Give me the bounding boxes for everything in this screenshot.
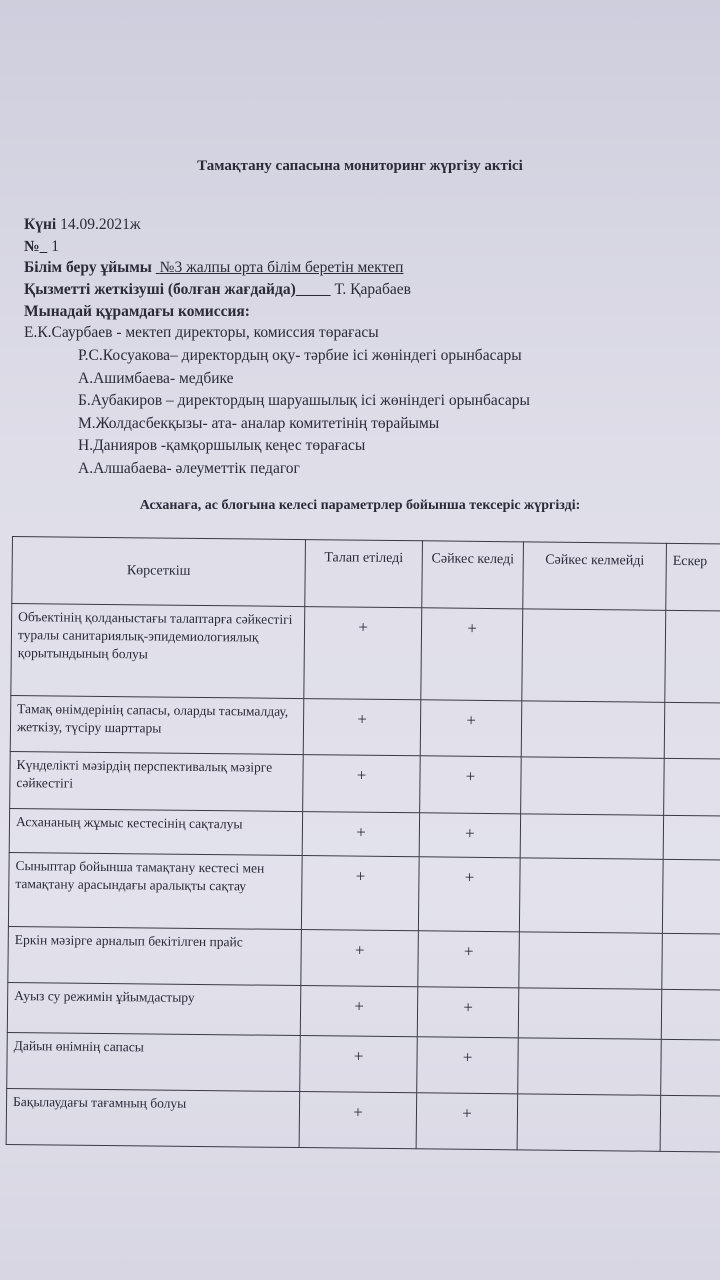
date-line	[24, 216, 141, 234]
document-title: Тамақтану сапасына мониторинг жүргізу актісі	[197, 158, 523, 174]
complies-mark: +	[417, 1037, 519, 1094]
header-indicator: Көрсеткіш	[12, 537, 306, 607]
header-not-complies: Сәйкес келмейді	[523, 542, 667, 610]
not-complies-cell	[521, 757, 665, 815]
required-mark: +	[301, 856, 419, 931]
row-label: Асхананың жұмыс кестесінің сақталуы	[9, 808, 302, 855]
required-mark: +	[302, 812, 419, 857]
monitoring-table	[6, 536, 720, 1153]
required-mark: +	[300, 986, 418, 1037]
note-cell	[662, 933, 720, 990]
not-complies-cell	[520, 814, 663, 859]
required-mark: +	[299, 1092, 417, 1149]
complies-mark: +	[416, 1093, 518, 1150]
table-row	[10, 695, 720, 759]
commission-member: М.Жолдасбекқызы- ата- аналар комитетінің төрайымы	[78, 415, 440, 432]
complies-mark: +	[420, 700, 522, 757]
date-label: Күні	[24, 216, 57, 233]
note-cell	[664, 758, 720, 816]
header-required: Талап етіледі	[305, 540, 423, 608]
header-note: Ескер	[666, 543, 720, 611]
row-label: Объектінің қолданыстағы талаптарға сәйкестігі туралы санитариялық-эпидемиологиялық қорытындының болуы	[11, 604, 305, 699]
commission-member: А.Ашимбаева- медбике	[78, 370, 234, 387]
not-complies-cell	[522, 609, 666, 702]
table-intro: Асханаға, ас блогына келесі параметрлер бойынша тексеріс жүргізді:	[139, 498, 581, 513]
not-complies-cell	[519, 932, 663, 989]
table-row	[10, 751, 720, 816]
commission-member: Р.С.Косуакова– директордың оқу- тәрбие ісі жөніндегі орынбасары	[78, 347, 522, 364]
number-value: 1	[51, 238, 59, 255]
note-cell	[660, 1095, 720, 1152]
org-line	[24, 259, 403, 277]
note-cell	[663, 815, 720, 860]
row-label: Дайын өнімнің сапасы	[7, 1032, 301, 1091]
not-complies-cell	[518, 988, 662, 1039]
note-cell	[665, 610, 720, 703]
date-value: 14.09.2021ж	[60, 216, 141, 233]
note-cell	[664, 702, 720, 759]
row-label: Сыныптар бойынша тамақтану кестесі мен тамақтану арасындағы аралықты сақтау	[8, 852, 302, 929]
not-complies-cell	[519, 858, 663, 933]
org-label: Білім беру ұйымы	[24, 259, 152, 276]
note-cell	[661, 1039, 720, 1096]
complies-mark: +	[418, 857, 520, 932]
row-label: Тамақ өнімдерінің сапасы, оларды тасымалдау, жеткізу, түсіру шарттары	[10, 695, 304, 754]
supplier-line	[24, 281, 411, 299]
table-row	[8, 926, 720, 990]
complies-mark: +	[419, 813, 520, 858]
not-complies-cell	[521, 701, 665, 758]
number-label: №	[24, 238, 40, 255]
table-row	[11, 604, 720, 704]
supplier-label: Қызметті жеткізуші (болған жағдайда)	[24, 281, 296, 298]
table-row	[6, 1088, 720, 1152]
required-mark: +	[300, 1036, 418, 1093]
note-cell	[662, 859, 720, 934]
row-label: Күнделікті мәзірдің перспективалық мәзірге сәйкестігі	[10, 751, 304, 811]
complies-mark: +	[420, 756, 522, 814]
commission-member: А.Алшабаева- әлеуметтік педагог	[78, 460, 300, 477]
supplier-value: Т. Қарабаев	[334, 281, 411, 298]
complies-mark: +	[418, 931, 520, 988]
required-mark: +	[301, 930, 419, 987]
required-mark: +	[303, 755, 421, 813]
number-line	[24, 238, 59, 256]
table-header-row	[12, 537, 720, 612]
row-label: Еркін мәзірге арналып бекітілген прайс	[8, 926, 302, 985]
header-complies: Сәйкес келеді	[422, 541, 524, 609]
commission-member: Е.К.Саурбаев - мектеп директоры, комиссия төрағасы	[24, 324, 379, 341]
table-row	[7, 1032, 720, 1096]
required-mark: +	[304, 607, 422, 700]
table-row	[8, 852, 720, 934]
not-complies-cell	[517, 1094, 661, 1151]
not-complies-cell	[518, 1038, 662, 1095]
row-label: Ауыз су режимін ұйымдастыру	[7, 982, 301, 1035]
commission-member: Б.Аубакиров – директордың шаруашылық ісі жөніндегі орынбасары	[78, 392, 530, 409]
note-cell	[661, 989, 720, 1040]
table-row	[9, 808, 720, 860]
org-value: №3 жалпы орта білім беретін мектеп	[159, 259, 404, 276]
complies-mark: +	[421, 608, 523, 701]
required-mark: +	[303, 699, 421, 756]
row-label: Бақылаудағы тағамның болуы	[6, 1088, 300, 1147]
commission-member: Н.Данияров -қамқоршылық кеңес төрағасы	[78, 437, 366, 454]
complies-mark: +	[417, 987, 519, 1038]
table-row	[7, 982, 720, 1040]
commission-label: Мынадай құрамдағы комиссия:	[24, 303, 250, 320]
